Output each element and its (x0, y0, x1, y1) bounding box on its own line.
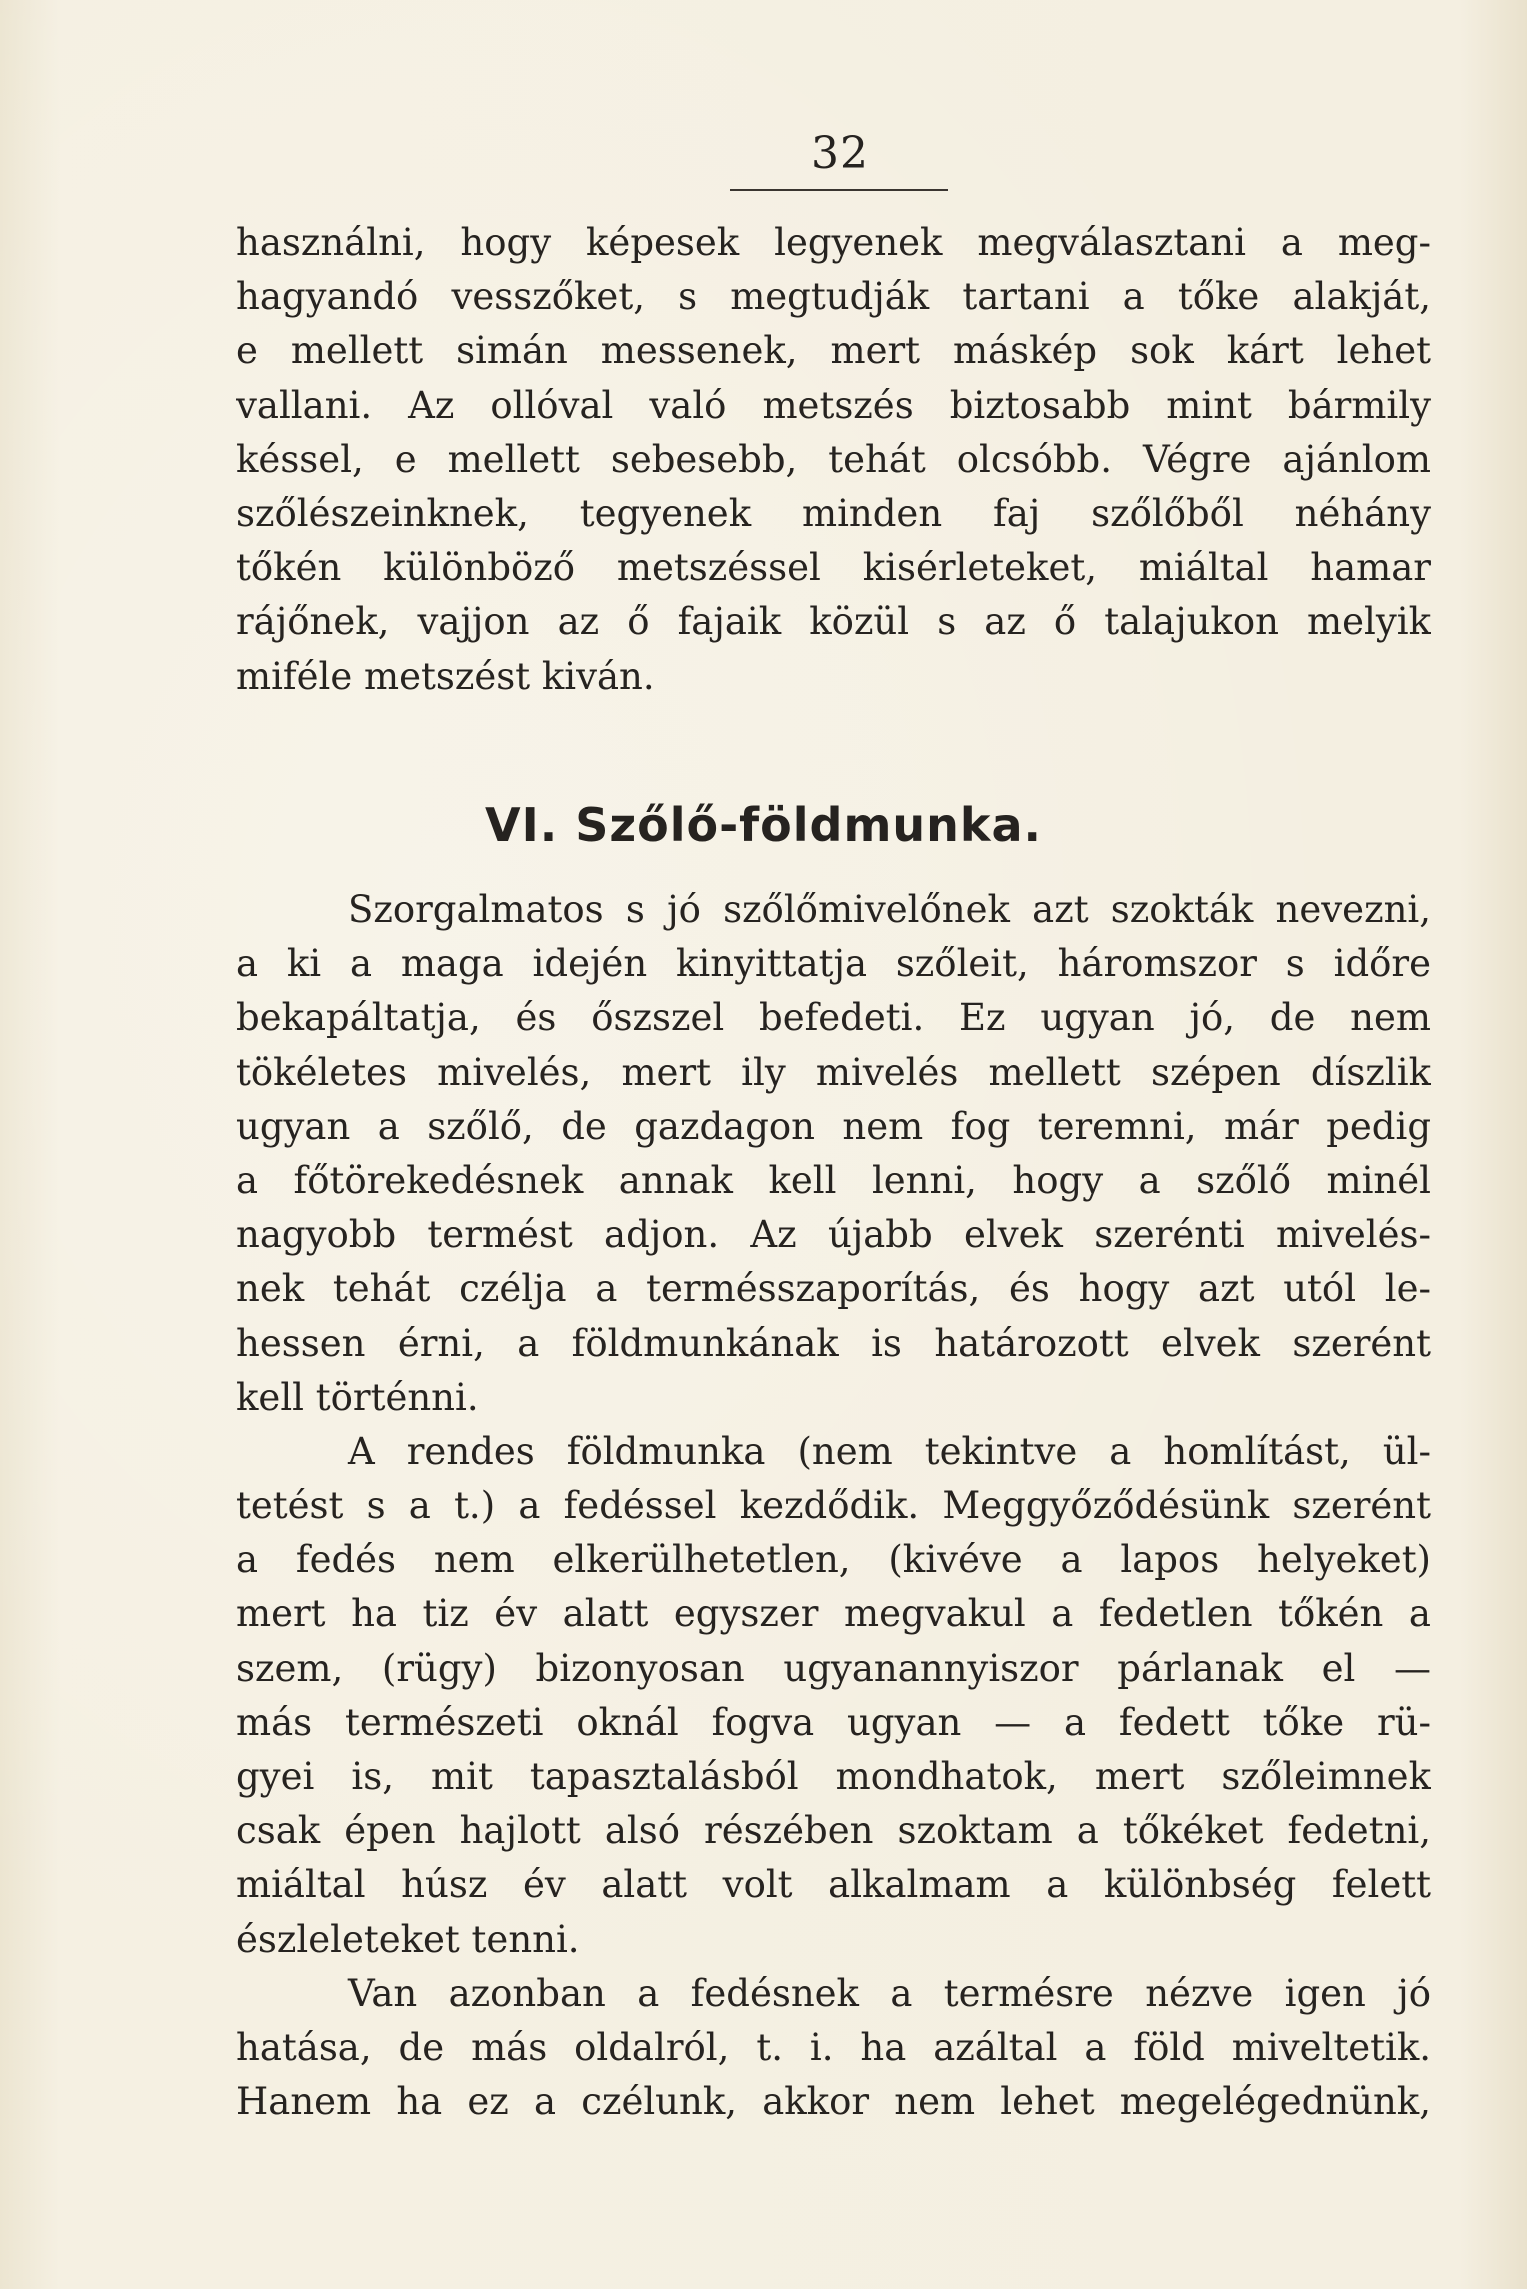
text-line: tökéletes mivelés, mert ily mivelés mellett szépen díszlik (236, 1050, 1431, 1094)
text-line: csak épen hajlott alsó részében szoktam a tőkéket fedetni, (236, 1809, 1431, 1853)
text-line: Hanem ha ez a czélunk, akkor nem lehet megelégednünk, (236, 2080, 1431, 2124)
text-line: rájőnek, vajjon az ő fajaik közül s az ő talajukon melyik (236, 600, 1431, 644)
text-line: nagyobb termést adjon. Az újabb elvek szerénti mivelés- (236, 1213, 1431, 1257)
text-line: hessen érni, a földmunkának is határozott elvek szerént (236, 1321, 1431, 1365)
text-line: szem, (rügy) bizonyosan ugyanannyiszor párlanak el — (236, 1646, 1431, 1690)
text-line: miféle metszést kiván. (236, 654, 655, 698)
text-line: a fedés nem elkerülhetetlen, (kivéve a lapos helyeket) (236, 1538, 1431, 1582)
text-line: tetést s a t.) a fedéssel kezdődik. Meggyőződésünk szerént (236, 1484, 1431, 1528)
text-line: a ki a maga idején kinyittatja szőleit, háromszor s időre (236, 942, 1431, 986)
text-line: késsel, e mellett sebesebb, tehát olcsóbb. Végre ajánlom (236, 437, 1431, 481)
text-line: használni, hogy képesek legyenek megválasztani a meg- (236, 221, 1431, 264)
text-line: e mellett simán messenek, mert máskép sok kárt lehet (236, 329, 1431, 373)
text-line: hagyandó vesszőket, s megtudják tartani a tőke alakját, (236, 275, 1431, 319)
text-line: tőkén különböző metszéssel kisérleteket, miáltal hamar (236, 546, 1431, 590)
text-line: bekapáltatja, és őszszel befedeti. Ez ugyan jó, de nem (236, 996, 1431, 1040)
text-line: vallani. Az ollóval való metszés biztosabb mint bármily (236, 383, 1431, 427)
text-line: Szorgalmatos s jó szőlőmivelőnek azt szokták nevezni, (348, 888, 1431, 931)
text-line: gyei is, mit tapasztalásból mondhatok, mert szőleimnek (236, 1755, 1431, 1798)
section-body (236, 883, 1431, 2129)
text-line: más természeti oknál fogva ugyan — a fedett tőke rü- (236, 1700, 1431, 1744)
text-line: mert ha tiz év alatt egyszer megvakul a fedetlen tőkén a (236, 1592, 1431, 1636)
text-line: A rendes földmunka (nem tekintve a homlítást, ül- (348, 1429, 1431, 1473)
header-rule (730, 189, 948, 191)
text-line: szőlészeinknek, tegyenek minden faj szőlőből néhány (236, 491, 1431, 535)
text-line: Van azonban a fedésnek a termésre nézve igen jó (348, 1971, 1431, 2015)
text-line: hatása, de más oldalról, t. i. ha azáltal a föld miveltetik. (236, 2025, 1431, 2069)
page-number: 32 (811, 128, 869, 179)
text-line: nek tehát czélja a termésszaporítás, és hogy azt utól le- (236, 1267, 1431, 1311)
text-line: kell történni. (236, 1375, 479, 1419)
text-line: ugyan a szőlő, de gazdagon nem fog teremni, már pedig (236, 1104, 1431, 1148)
paragraph-continued (236, 216, 1431, 704)
text-line: miáltal húsz év alatt volt alkalmam a különbség felett (236, 1863, 1431, 1907)
text-line: észleleteket tenni. (236, 1917, 580, 1961)
text-line: a főtörekedésnek annak kell lenni, hogy a szőlő minél (236, 1158, 1431, 1202)
section-heading: VI. Szőlő-földmunka. (484, 798, 1043, 852)
